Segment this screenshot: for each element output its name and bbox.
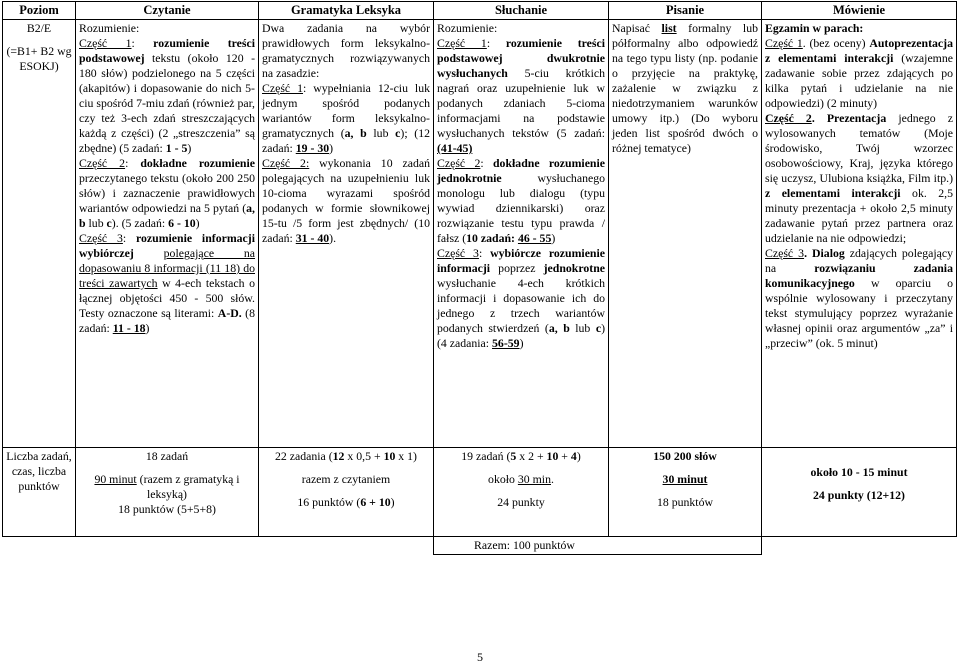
summary-writing: 150 200 słów 30 minut 18 punktów: [609, 448, 762, 537]
summary-speaking: około 10 - 15 minut 24 punkty (12+12): [762, 448, 957, 537]
total-points: Razem: 100 punktów: [434, 537, 762, 555]
listening-cell: [434, 20, 609, 448]
header-speaking: Mówienie: [762, 2, 957, 20]
header-reading: Czytanie: [76, 2, 259, 20]
listening-intro: Rozumienie:: [437, 21, 498, 35]
speaking-part2: Część 2. Prezentacja jednego z wylosowanych tematów (Moje środowisko, Twój wzorzec osobowościowy, Kraj, języka którego się uczysz, Ulubiona książka, Film itp.) z elementami interakcji ok. 2,5 minuty prezentacja + około 2,5 minuty zadawanie pytań przez partnera oraz udzielanie na nie odpowiedzi;: [765, 111, 954, 245]
writing-cell: Napisać list formalny lub półformalny albo odpowiedź na tego typu listy (np. podanie o przyjęcie na praktykę, zażalenie w związku z niedotrzymaniem warunków umowy itp.) (Do wyboru jeden list spośród dwóch o różnej tematyce): [609, 20, 762, 448]
total-row: [3, 537, 957, 555]
listening-part2: Część 2: dokładne rozumienie jednokrotnie wysłuchanego monologu lub dialogu (typu wywiad dziennikarski) oraz rozwiązanie testu typu prawda / fałsz (10 zadań: 46 - 55): [437, 156, 606, 245]
level-code: B2/E: [26, 21, 52, 35]
listening-part3: Część 3: wybiórcze rozumienie informacji poprzez jednokrotne wysłuchanie 4-ech krótkich informacji i dopasowanie ich do jednego z trzech wariantów podanych stwierdzeń (a, b lub c) (4 zadania: 56-59): [437, 246, 606, 350]
content-row: [3, 20, 957, 448]
page-number: 5: [477, 650, 483, 664]
grammar-part2: Część 2: wykonania 10 zadań polegających na uzupełnieniu luk 10-cioma wyrazami spośród podanych w formie słownikowej 15-tu /5 form jest zbędnych/ (10 zadań: 31 - 40).: [262, 156, 430, 245]
reading-part3: Część 3: rozumienie informacji wybiórczej polegające na dopasowaniu 8 informacji (11 18) do treści zawartych w 4-ech tekstach o łącznej objętości 450 - 500 słów. Testy oznaczone są literami: A-D. (8 zadań: 11 - 18): [79, 231, 256, 335]
exam-structure-table: [2, 1, 957, 555]
summary-listening: 19 zadań (5 x 2 + 10 + 4) około 30 min. 24 punkty: [434, 448, 609, 537]
reading-part2: Część 2: dokładne rozumienie przeczytanego tekstu (około 200 250 słów) i zaznaczenie prawidłowych wariantów odpowiedzi na 5 pytań (a, b lub c). (5 zadań: 6 - 10): [79, 156, 256, 230]
summary-label: Liczba zadań, czas, liczba punktów: [3, 448, 76, 537]
header-listening: Słuchanie: [434, 2, 609, 20]
level-cell: [3, 20, 76, 448]
header-writing: Pisanie: [609, 2, 762, 20]
speaking-part1: Część 1. (bez oceny) Autoprezentacja z elementami interakcji (wzajemne zadawanie sobie przez zdających po kilka pytań i udzielanie na nie odpowiedzi) (2 minuty): [765, 36, 953, 110]
listening-part1: Część 1: rozumienie treści podstawowej dwukrotnie wysłuchanych 5-ciu krótkich nagrań oraz uzupełnienie luk w podanych zdaniach 5-cioma informacjami na podstawie wysłuchanych tekstów (5 zadań: (41-45): [437, 36, 606, 155]
reading-intro: Rozumienie:: [79, 21, 140, 35]
writing-list-word: list: [661, 21, 677, 35]
speaking-cell: [762, 20, 957, 448]
summary-grammar: 22 zadania (12 x 0,5 + 10 x 1) razem z czytaniem 16 punktów (6 + 10): [259, 448, 434, 537]
summary-row: [3, 448, 957, 537]
reading-part1: Część 1: rozumienie treści podstawowej tekstu (około 120 - 180 słów) podzielonego na 5 części (akapitów) i dopasowanie do nich 5-ciu spośród 7-miu zdań (również par, czy też 3-ech zdań streszczających każdą z części) (2 „streszczenia” są zbędne) (5 zadań: 1 - 5): [79, 36, 256, 155]
header-row: [3, 2, 957, 20]
grammar-cell: [259, 20, 434, 448]
grammar-part1: Część 1: wypełniania 12-ciu luk jednym spośród podanych wariantów form leksykalno-gramatycznych (a, b lub c); (12 zadań: 19 - 30): [262, 81, 430, 155]
speaking-part3: Część 3. Dialog zdających polegający na rozwiązaniu zadania komunikacyjnego w oparciu o wspólnie wylosowany i przeczytany tekst stymulujący poprzez wyrażanie własnej opinii oraz argumentów „za” i „przeciw” (ok. 5 minut): [765, 246, 954, 350]
header-level: Poziom: [3, 2, 76, 20]
level-equivalent: (=B1+ B2 wg ESOKJ): [6, 44, 72, 73]
summary-reading: 18 zadań 90 minut (razem z gramatyką i leksyką) 18 punktów (5+5+8): [76, 448, 259, 537]
reading-cell: [76, 20, 259, 448]
grammar-intro: Dwa zadania na wybór prawidłowych form leksykalno-gramatycznych rozwiązywanych na zasadzie:: [262, 21, 430, 80]
speaking-intro: Egzamin w parach:: [765, 21, 864, 35]
header-grammar: Gramatyka Leksyka: [259, 2, 434, 20]
